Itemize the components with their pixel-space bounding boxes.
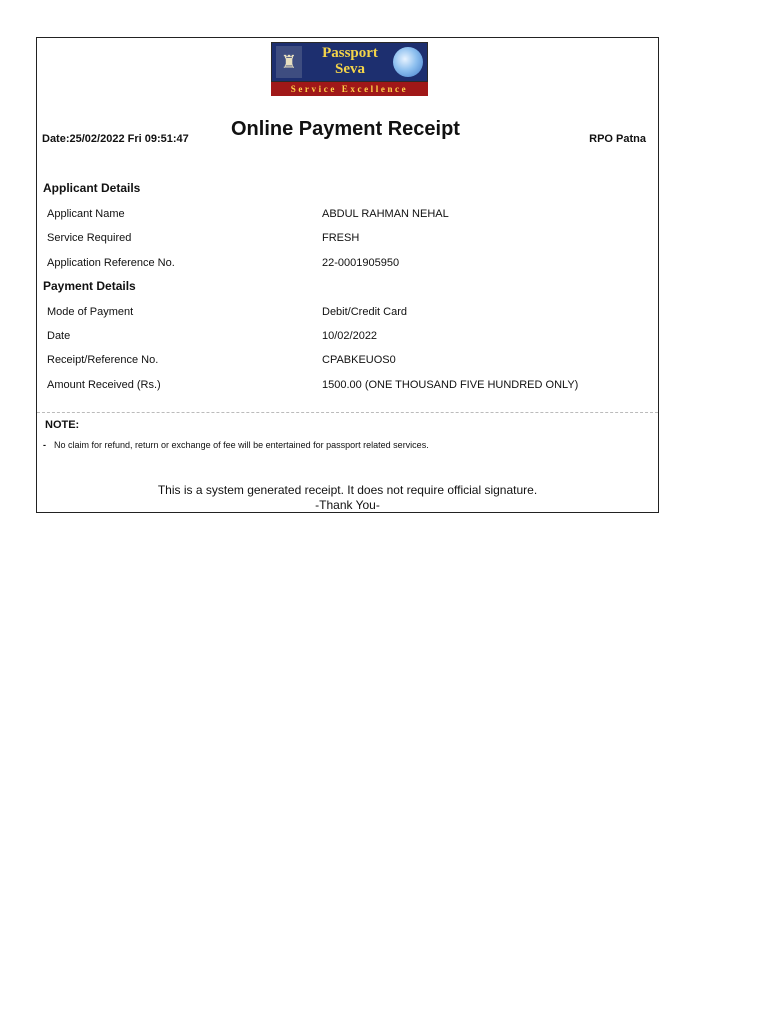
note-bullet: - (43, 440, 46, 450)
detail-row (37, 379, 658, 395)
row-value: Debit/Credit Card (322, 306, 407, 318)
row-label: Service Required (47, 232, 132, 244)
row-label: Receipt/Reference No. (47, 354, 159, 366)
globe-icon (393, 47, 423, 77)
thank-you-text: -Thank You- (315, 498, 380, 512)
dashed-divider (37, 412, 658, 413)
detail-row (37, 232, 658, 248)
row-value: 10/02/2022 (322, 330, 378, 342)
national-emblem-icon: ♜ (276, 46, 302, 78)
regional-office: RPO Patna (589, 133, 646, 145)
row-value: 22-0001905950 (322, 257, 400, 269)
row-value: ABDUL RAHMAN NEHAL (322, 208, 449, 220)
logo-banner (271, 42, 428, 82)
detail-row (37, 306, 658, 322)
row-label: Date (47, 330, 71, 342)
row-label: Application Reference No. (47, 257, 175, 269)
row-label: Amount Received (Rs.) (47, 379, 161, 391)
logo-line-2: Seva (335, 61, 365, 77)
payment-receipt (36, 37, 659, 513)
row-label: Applicant Name (47, 208, 125, 220)
system-generated-text: This is a system generated receipt. It does not require official signature. (157, 483, 538, 497)
note-heading: NOTE: (45, 419, 80, 431)
note-item (43, 440, 429, 450)
logo-line-1: Passport (322, 45, 378, 61)
applicant-details-heading: Applicant Details (43, 181, 141, 195)
row-value: 1500.00 (ONE THOUSAND FIVE HUNDRED ONLY) (322, 379, 579, 391)
detail-row (37, 354, 658, 370)
detail-row (37, 330, 658, 346)
receipt-footer (37, 483, 658, 513)
payment-details-heading: Payment Details (43, 279, 136, 293)
row-label: Mode of Payment (47, 306, 134, 318)
row-value: CPABKEUOS0 (322, 354, 396, 366)
receipt-datetime: Date:25/02/2022 Fri 09:51:47 (42, 133, 189, 145)
page-title: Online Payment Receipt (231, 118, 460, 140)
detail-row (37, 208, 658, 224)
logo-tagline: Service Excellence (271, 82, 428, 96)
passport-seva-logo (271, 42, 428, 96)
note-text: No claim for refund, return or exchange of fee will be entertained for passport related services. (54, 440, 429, 450)
detail-row (37, 257, 658, 273)
row-value: FRESH (322, 232, 360, 244)
logo-brand-text (308, 45, 392, 77)
